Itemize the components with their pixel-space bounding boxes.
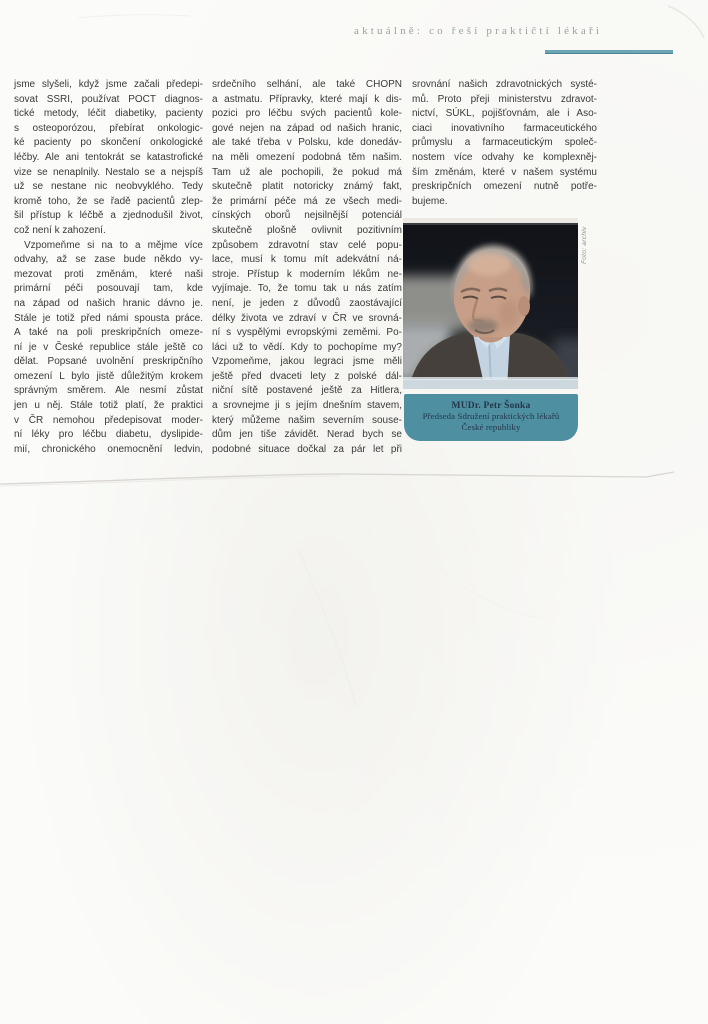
text-line: lace, musí k tomu mít adekvátní ná-: [212, 254, 402, 266]
section-header-title: aktuálně: co řeší praktičtí lékaři: [354, 25, 603, 37]
text-line: niční sítě postavené ještě za Hitlera,: [212, 385, 402, 397]
text-line: mií, chronického onemocnění ledvin,: [14, 443, 203, 455]
text-line: dělat. Popsané uvolnění preskripčního: [14, 356, 203, 368]
text-line: délky života ve zdraví v ČR ve srovná-: [212, 312, 402, 324]
text-line: průmyslu a farmaceutickým společ-: [412, 137, 597, 149]
text-line: mů. Proto přeji ministerstvu zdravot-: [412, 93, 597, 105]
text-line: už se nestane nic neobvyklého. Tedy: [14, 181, 203, 193]
text-line: Tam už ale pochopili, že pokud má: [212, 166, 402, 178]
text-line: nostem více odvahy ke komplexněj-: [412, 151, 597, 163]
text-line: ní léky pro léčbu diabetu, dyslipide-: [14, 429, 203, 441]
text-line: jsme slyšeli, když jsme začali předepi-: [14, 79, 203, 90]
photo-caption-box: [404, 394, 578, 441]
text-line: ale také třeba v Polsku, kde donedáv-: [212, 137, 402, 149]
text-line: pozici pro léčbu svých pacientů kole-: [212, 108, 402, 120]
text-line: léčby. Ale ani tentokrát se katastrofické: [14, 151, 203, 163]
text-line: což není k zahození.: [14, 224, 106, 236]
text-line: s osteoporózou, přebírat onkologic-: [14, 122, 203, 134]
text-line: Vzpomeňme, jakou legraci jsme měli: [212, 356, 402, 368]
text-line: mezovat proti změnám, které naši: [14, 268, 203, 280]
article-column-3: [412, 78, 597, 209]
text-line: vyjímaje. To, že tomu tak u nás zatím: [212, 283, 402, 295]
text-line: cínských oborů nejsilnější potenciál: [212, 210, 402, 222]
caption-role-line1: Předseda Sdružení praktických lékařů: [422, 411, 560, 421]
text-line: omezení L bylo jistě důležitým krokem: [14, 370, 203, 382]
article-column-2: [212, 78, 402, 457]
text-line: a srovnejme ji s jejím dnešním stavem,: [212, 400, 402, 412]
text-line: ní je v České republice stále ještě co: [14, 341, 203, 353]
text-line: skutečně platit notoricky známý fakt,: [212, 181, 402, 193]
text-line: dům jen tiše závidět. Nerad bych se: [212, 429, 402, 441]
text-line: ším změnám, které v našem systému: [412, 166, 597, 178]
text-line: ciaci inovativního farmaceutického: [412, 122, 597, 134]
text-line: skutečně plošně ovlivnit pozitivním: [212, 224, 402, 236]
text-line: Vzpomeňme si na to a mějme více: [24, 239, 203, 251]
text-line: podobné situace dočkal za pár let při: [212, 443, 402, 455]
text-line: láci už to vědí. Kdy to pochopíme my?: [212, 341, 402, 353]
article-column-1: [14, 78, 203, 457]
text-line: správným směrem. Ale nesmí zůstat: [14, 385, 203, 397]
text-line: srovnání našich zdravotnických systé-: [412, 79, 597, 90]
text-line: gové nejen na západ od našich hranic,: [212, 122, 402, 134]
text-line: a astmatu. Přípravky, které mají k dis-: [212, 93, 402, 105]
text-line: odvahy, až se zase bude někdo vy-: [14, 254, 203, 266]
text-line: Stále je totiž před námi spousta práce.: [14, 312, 203, 324]
photo-credit-text: Foto: archiv: [581, 226, 588, 264]
text-line: primární péči posouvají tam, kde: [14, 283, 203, 295]
text-line: vize se nenaplnily. Nestalo se a nejspíš: [14, 166, 203, 178]
text-line: jen u něj. Stále totiž platí, že praktici: [14, 400, 203, 412]
text-line: srdečního selhání, ale také CHOPN: [212, 79, 402, 90]
text-line: že primární péče má ze všech medi-: [212, 195, 402, 207]
text-line: preskripčních omezení nutně potře-: [412, 181, 597, 193]
section-header-rule: [545, 50, 673, 54]
text-line: A také na poli preskripčních omeze-: [14, 327, 203, 339]
text-line: bujeme.: [412, 195, 448, 207]
text-line: stroje. Přístup k moderním lékům ne-: [212, 268, 402, 280]
portrait-photo: [403, 218, 578, 389]
text-line: nictví, SÚKL, pojišťovnám, ale i Aso-: [412, 108, 597, 120]
caption-role-line2: České republiky: [461, 422, 521, 432]
caption-person-name: MUDr. Petr Šonka: [451, 401, 531, 411]
text-line: sovat SSRI, používat POCT diagnos-: [14, 93, 203, 105]
portrait-photo-graphic: [403, 218, 578, 389]
text-line: tické metody, léčit diabetiky, pacienty: [14, 108, 203, 120]
text-line: na západ od našich hranic dávno je.: [14, 297, 203, 309]
text-line: kromě toho, že se řadě pacientů zlep-: [14, 195, 203, 207]
text-line: na měli omezení podobná těm našim.: [212, 151, 402, 163]
text-line: není, je jeden z důvodů zaostávající: [212, 297, 402, 309]
text-line: ké pacienty po skončení onkologické: [14, 137, 203, 149]
text-line: způsobem zdravotní stav celé popu-: [212, 239, 402, 251]
text-line: šil přístup k léčbě a zjednodušil život,: [14, 210, 203, 222]
text-line: který můžeme našim severním souse-: [212, 414, 402, 426]
text-line: v ČR nemohou předepisovat moder-: [14, 414, 203, 426]
text-line: ještě před dvaceti lety z polské dál-: [212, 370, 402, 382]
text-line: ní s vyspělými evropskými zeměmi. Po-: [212, 327, 402, 339]
